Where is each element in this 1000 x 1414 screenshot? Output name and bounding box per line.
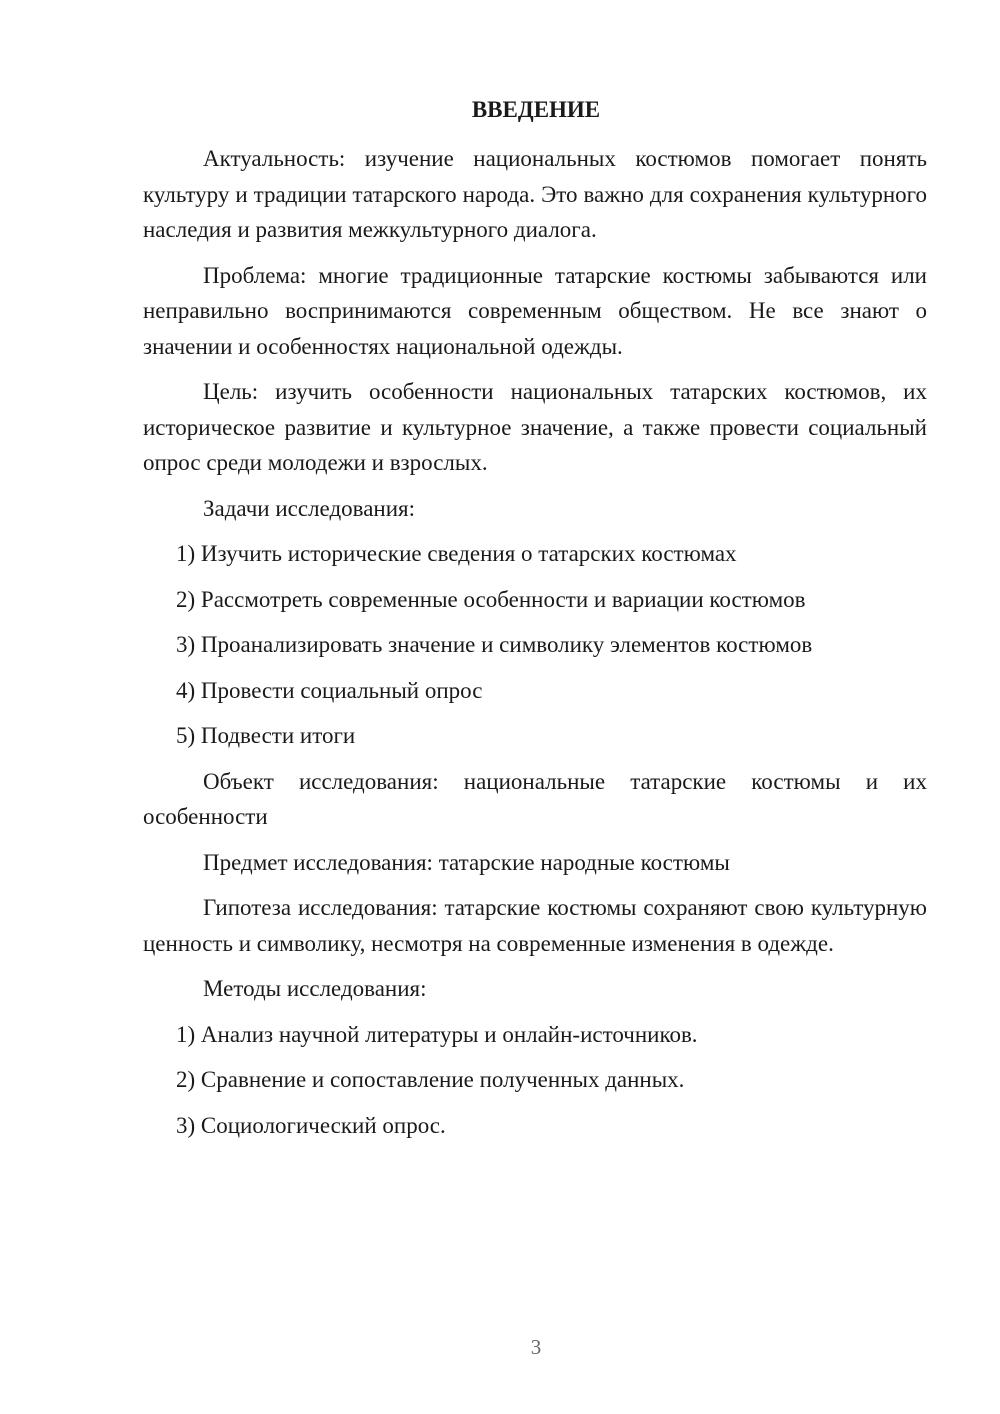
list-item: 2) Сравнение и сопоставление полученных данных.: [176, 1067, 685, 1092]
methods-list: [143, 1017, 927, 1144]
list-item: 2) Рассмотреть современные особенности и вариации костюмов: [176, 586, 806, 612]
tasks-heading: Задачи исследования:: [203, 495, 416, 521]
methods-heading: Методы исследования:: [203, 976, 427, 1001]
goal-paragraph: Цель: изучить особенности национальных татарских костюмов, их историческое развитие и культурное значение, а также провести социальный опрос среди молодежи и взрослых.: [143, 379, 927, 475]
document-body: [143, 141, 927, 1153]
relevance-paragraph: Актуальность: изучение национальных костюмов помогает понять культуру и традиции татарского народа. Это важно для сохранения культурного наследия и развития межкультурного диалога.: [143, 146, 927, 242]
list-item: 5) Подвести итоги: [176, 723, 356, 748]
subject-paragraph: Предмет исследования: татарские народные костюмы: [203, 849, 730, 875]
list-item: 4) Провести социальный опрос: [176, 677, 483, 703]
problem-paragraph: Проблема: многие традиционные татарские костюмы забываются или неправильно воспринимаются современным обществом. Не все знают о значении и особенностях национальной одежды.: [143, 262, 927, 359]
hypothesis-paragraph: Гипотеза исследования: татарские костюмы сохраняют свою культурную ценность и символику, несмотря на современные изменения в одежде.: [143, 895, 927, 956]
list-item: 1) Анализ научной литературы и онлайн-источников.: [176, 1021, 698, 1047]
tasks-list: [143, 536, 927, 754]
page-number: 3: [530, 1335, 542, 1359]
object-paragraph: Объект исследования: национальные татарские костюмы и их особенности: [143, 768, 927, 829]
list-item: 3) Проанализировать значение и символику элементов костюмов: [176, 632, 813, 657]
list-item: 1) Изучить исторические сведения о татарских костюмах: [176, 541, 737, 566]
list-item: 3) Социологический опрос.: [176, 1112, 446, 1138]
section-title: ВВЕДЕНИЕ: [471, 97, 601, 122]
